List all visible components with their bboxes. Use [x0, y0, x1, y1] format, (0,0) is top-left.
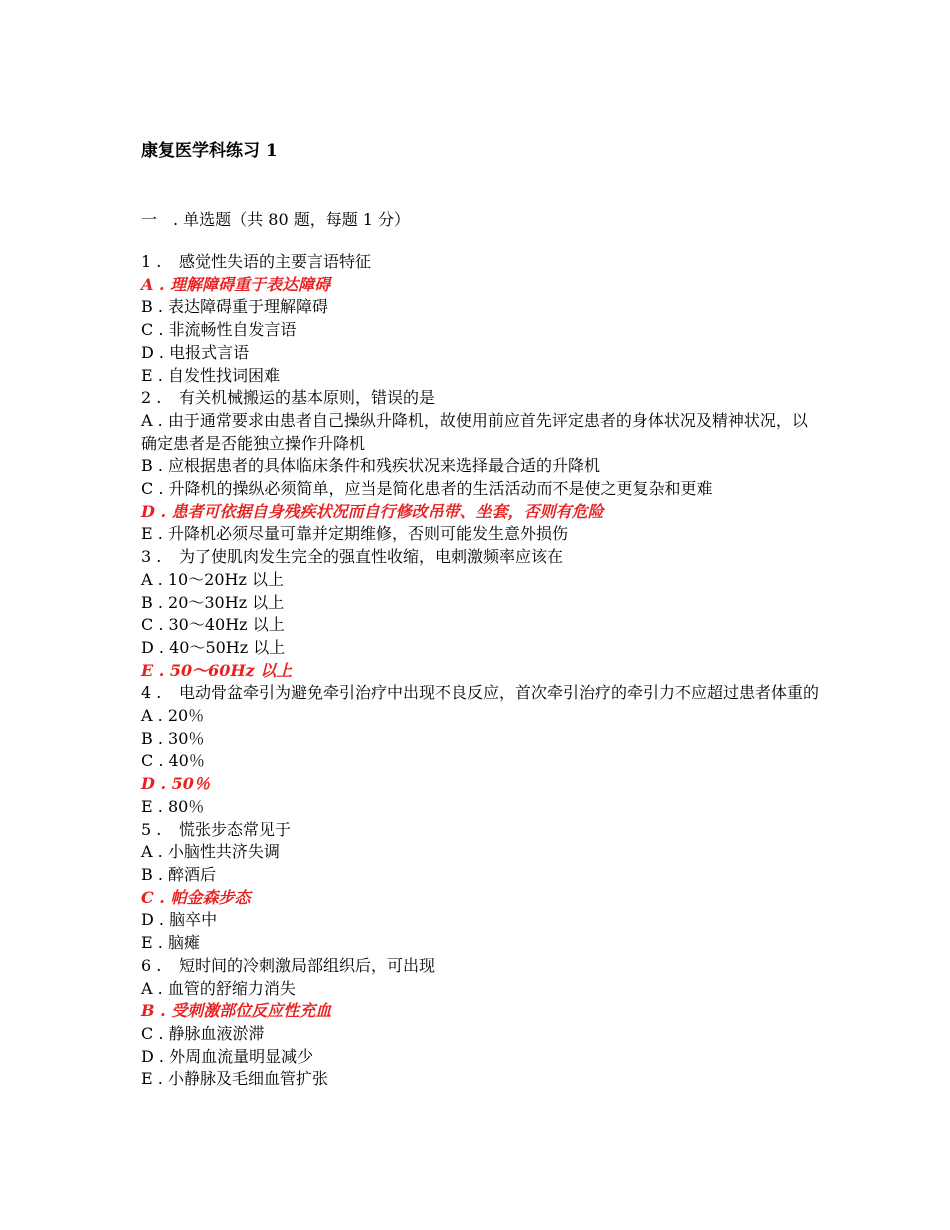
question-number: 5 . — [141, 819, 162, 839]
correct-answer-option: D . 50％ — [141, 774, 210, 794]
answer-option: B . 表达障碍重于理解障碍 — [141, 297, 329, 317]
question-block — [141, 251, 821, 387]
answer-option: A . 由于通常要求由患者自己操纵升降机，故使用前应首先评定患者的身体状况及精神状况，以确定患者是否能独立操作升降机 — [141, 410, 808, 453]
question-stem — [141, 682, 821, 705]
question-number: 6 . — [141, 955, 162, 975]
correct-answer-option: E . 50～60Hz 以上 — [141, 660, 293, 680]
answer-option: C . 30～40Hz 以上 — [141, 615, 285, 635]
page-title: 康复医学科练习 1 — [141, 141, 278, 161]
answer-option: E . 自发性找词困难 — [141, 365, 280, 385]
answer-option: C . 非流畅性自发言语 — [141, 320, 297, 340]
answer-option: B . 应根据患者的具体临床条件和残疾状况来选择最合适的升降机 — [141, 456, 601, 476]
answer-option: D . 电报式言语 — [141, 342, 250, 362]
question-block — [141, 387, 821, 546]
answer-option: C . 静脉血液淤滞 — [141, 1023, 265, 1043]
answer-option: D . 脑卒中 — [141, 910, 218, 930]
correct-answer-option: A . 理解障碍重于表达障碍 — [141, 274, 331, 294]
question-text: 有关机械搬运的基本原则，错误的是 — [179, 388, 436, 408]
question-block — [141, 546, 821, 682]
answer-option: E . 升降机必须尽量可靠并定期维修，否则可能发生意外损伤 — [141, 524, 568, 544]
answer-option: B . 30％ — [141, 728, 205, 748]
question-text: 感觉性失语的主要言语特征 — [179, 252, 372, 271]
answer-option: D . 40～50Hz 以上 — [141, 637, 286, 657]
question-block — [141, 819, 821, 955]
answer-option: C . 升降机的操纵必须简单，应当是简化患者的生活活动而不是使之更复杂和更难 — [141, 479, 713, 499]
question-list — [141, 251, 821, 1091]
question-block — [141, 955, 821, 1091]
question-text: 电动骨盆牵引为避免牵引治疗中出现不良反应，首次牵引治疗的牵引力不应超过患者体重的 — [179, 683, 820, 703]
answer-option: B . 20～30Hz 以上 — [141, 592, 285, 612]
question-stem — [141, 955, 821, 978]
answer-option: E . 脑瘫 — [141, 933, 200, 953]
correct-answer-option: B . 受刺激部位反应性充血 — [141, 1001, 332, 1021]
question-stem — [141, 387, 821, 410]
answer-option: A . 20％ — [141, 706, 205, 726]
answer-option: E . 小静脉及毛细血管扩张 — [141, 1069, 328, 1089]
question-number: 1 . — [141, 252, 162, 271]
question-stem — [141, 819, 821, 842]
answer-option: C . 40％ — [141, 751, 205, 771]
answer-option: E . 80％ — [141, 796, 205, 816]
correct-answer-option: D . 患者可依据自身残疾状况而自行修改吊带、坐套，否则有危险 — [141, 501, 604, 521]
question-number: 3 . — [141, 547, 162, 567]
answer-option: A . 10～20Hz 以上 — [141, 569, 285, 589]
answer-option: B . 醉酒后 — [141, 864, 217, 884]
question-text: 慌张步态常见于 — [179, 819, 292, 839]
section-heading: 一 . 单选题（共 80 题，每题 1 分） — [141, 210, 411, 229]
question-number: 4 . — [141, 683, 162, 703]
question-stem — [141, 546, 821, 569]
answer-option: A . 小脑性共济失调 — [141, 842, 280, 862]
answer-option: A . 血管的舒缩力消失 — [141, 978, 296, 998]
question-block — [141, 682, 821, 818]
answer-option: D . 外周血流量明显减少 — [141, 1046, 314, 1066]
question-text: 短时间的冷刺激局部组织后，可出现 — [179, 955, 436, 975]
question-text: 为了使肌肉发生完全的强直性收缩，电刺激频率应该在 — [179, 547, 564, 567]
question-stem — [141, 251, 821, 274]
question-number: 2 . — [141, 388, 162, 408]
correct-answer-option: C . 帕金森步态 — [141, 887, 251, 907]
